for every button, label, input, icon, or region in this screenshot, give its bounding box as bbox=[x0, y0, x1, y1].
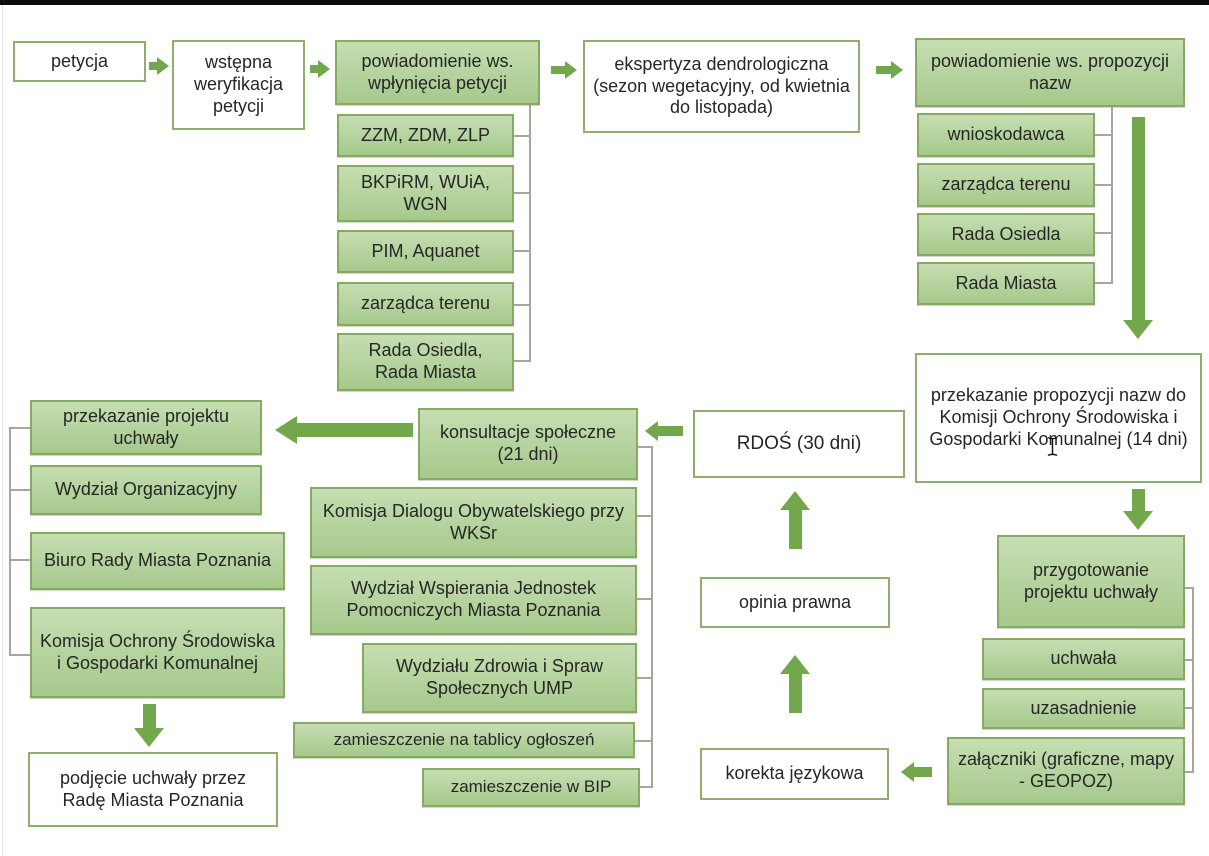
connector-stub-komisja-dialogu bbox=[636, 515, 651, 517]
node-wydzial-zdrowia-label: Wydziału Zdrowia i Spraw Społecznych UMP bbox=[396, 656, 603, 698]
node-bip bbox=[422, 768, 640, 807]
connector-stub-wydzial-zdrowia bbox=[636, 677, 651, 679]
node-zzm-zdm-zlp bbox=[337, 114, 514, 157]
arrow-ekspertyza-to-propozycje bbox=[876, 60, 903, 80]
node-rada-osiedla-label: Rada Osiedla bbox=[951, 223, 1061, 244]
arrow-rdos-to-konsultacje bbox=[645, 420, 683, 442]
node-pim-aquanet-label: PIM, Aquanet bbox=[371, 240, 480, 261]
node-powiadomienie-wplyniecia-label: powiadomienie ws. wpłynięcia petycji bbox=[361, 50, 514, 93]
connector-stub-konsultacje bbox=[637, 446, 652, 448]
connector-vline-przekazanie-projektu bbox=[9, 427, 11, 656]
connector-vline-wplyniecia bbox=[529, 104, 531, 362]
arrow-przekazanie-to-przygotowanie bbox=[1123, 489, 1153, 530]
node-wnioskodawca-label: wnioskodawca bbox=[947, 124, 1065, 145]
connector-stub-pim bbox=[514, 250, 529, 252]
connector-stub-komisja-ochrony bbox=[9, 654, 30, 656]
connector-stub-wydzial-org bbox=[9, 489, 30, 491]
arrow-komisja-to-podjecie bbox=[134, 704, 164, 747]
connector-stub-bip bbox=[639, 786, 651, 788]
connector-stub-rada-miasta bbox=[1095, 282, 1111, 284]
connector-stub-uchwala bbox=[1184, 659, 1192, 661]
connector-stub-zarzadca2 bbox=[1095, 184, 1111, 186]
node-pim-aquanet bbox=[337, 230, 514, 273]
node-powiadomienie-wplyniecia bbox=[335, 40, 540, 105]
node-konsultacje-label: konsultacje społeczne (21 dni) bbox=[439, 422, 617, 464]
node-wstepna-weryfikacja bbox=[172, 40, 305, 130]
node-komisja-ochrony-label: Komisja Ochrony Środowiska i Gospodarki Komunalnej bbox=[39, 630, 276, 673]
node-ekspertyza-dendrologiczna-label: ekspertyza dendrologiczna (sezon wegetacyjny, od kwietnia do listopada) bbox=[593, 53, 850, 118]
connector-stub-wnioskodawca bbox=[1095, 134, 1111, 136]
text-ibeam-cursor bbox=[1046, 436, 1059, 462]
node-zzm-zdm-zlp-label: ZZM, ZDM, ZLP bbox=[361, 124, 490, 145]
node-rada-osiedla bbox=[917, 213, 1095, 256]
node-rada-miasta bbox=[917, 262, 1095, 305]
node-konsultacje bbox=[418, 408, 638, 480]
node-opinia-prawna bbox=[700, 577, 890, 628]
connector-vline-konsultacje bbox=[651, 446, 653, 788]
node-przekazanie-projektu-label: przekazanie projektu uchwały bbox=[62, 405, 230, 448]
connector-stub-przygotowanie bbox=[1184, 587, 1192, 589]
connector-stub-rada-osiedla bbox=[1095, 232, 1111, 234]
arrow-konsultacje-to-przekazanie-projektu bbox=[275, 416, 413, 444]
node-bip-label: zamieszczenie w BIP bbox=[450, 777, 612, 797]
arrow-wstepna-to-powiadomienie bbox=[310, 60, 330, 78]
connector-stub-zarzadca1 bbox=[514, 304, 529, 306]
node-wydzial-wspierania bbox=[310, 565, 637, 635]
node-komisja-dialogu bbox=[310, 487, 637, 558]
arrow-opinia-to-rdos bbox=[780, 491, 810, 549]
node-podjecie-uchwaly-label: podjęcie uchwały przez Radę Miasta Poznania bbox=[59, 767, 247, 810]
connector-stub-uzasadnienie bbox=[1184, 707, 1192, 709]
node-zarzadca-terenu-1-label: zarządca terenu bbox=[360, 293, 491, 314]
connector-stub-przekazanie-projektu bbox=[9, 427, 30, 429]
node-zalaczniki bbox=[947, 737, 1185, 805]
node-przygotowanie-projektu bbox=[997, 535, 1185, 628]
node-opinia-prawna-label: opinia prawna bbox=[738, 591, 852, 612]
node-rdos bbox=[693, 410, 905, 478]
node-rada-miasta-label: Rada Miasta bbox=[955, 272, 1057, 293]
node-korekta-jezykowa-label: korekta językowa bbox=[725, 763, 864, 784]
node-rada-osiedla-miasta bbox=[337, 333, 514, 391]
node-petycja-label: petycja bbox=[50, 50, 109, 71]
node-tablica-ogloszen-label: zamieszczenie na tablicy ogłoszeń bbox=[333, 729, 595, 749]
connector-stub-wydzial-wspierania bbox=[636, 598, 651, 600]
node-wydzial-organizacyjny bbox=[30, 465, 262, 515]
node-bkpirm-wuia-wgn-label: BKPiRM, WUiA, WGN bbox=[360, 171, 490, 214]
connector-vline-propozycji bbox=[1111, 106, 1113, 284]
node-biuro-rady-label: Biuro Rady Miasta Poznania bbox=[43, 550, 272, 571]
node-uchwala-label: uchwała bbox=[1050, 648, 1117, 669]
node-powiadomienie-propozycji bbox=[915, 38, 1185, 107]
node-komisja-dialogu-label: Komisja Dialogu Obywatelskiego przy WKSr bbox=[322, 500, 625, 543]
node-uzasadnienie-label: uzasadnienie bbox=[1030, 697, 1137, 718]
node-korekta-jezykowa bbox=[700, 748, 889, 800]
arrow-zalaczniki-to-korekta bbox=[901, 761, 932, 782]
connector-stub-biuro-rady bbox=[9, 559, 30, 561]
arrow-propozycje-to-przekazanie bbox=[1123, 117, 1153, 339]
node-przekazanie-propozycji bbox=[915, 353, 1202, 483]
node-wydzial-wspierania-label: Wydział Wspierania Jednostek Pomocniczych Miasta Poznania bbox=[346, 578, 601, 620]
connector-stub-rada-os-m bbox=[514, 360, 529, 362]
left-faint-border bbox=[2, 5, 3, 856]
node-tablica-ogloszen bbox=[293, 722, 635, 758]
connector-stub-tablica bbox=[634, 740, 651, 742]
node-bkpirm-wuia-wgn bbox=[337, 165, 514, 222]
node-zarzadca-terenu-2-label: zarządca terenu bbox=[941, 174, 1071, 195]
node-rada-osiedla-miasta-label: Rada Osiedla, Rada Miasta bbox=[368, 340, 483, 382]
node-wydzial-organizacyjny-label: Wydział Organizacyjny bbox=[55, 479, 237, 500]
node-zarzadca-terenu-1 bbox=[337, 282, 514, 326]
node-przekazanie-propozycji-label: przekazanie propozycji nazw do Komisji Ochrony Środowiska i Gospodarki Komunalnej (14 dni) bbox=[929, 385, 1188, 449]
node-rdos-label: RDOŚ (30 dni) bbox=[736, 433, 862, 455]
node-przygotowanie-projektu-label: przygotowanie projektu uchwały bbox=[1023, 559, 1159, 602]
arrow-powiadomienie-to-ekspertyza bbox=[551, 60, 577, 80]
node-podjecie-uchwaly bbox=[28, 752, 278, 827]
node-ekspertyza-dendrologiczna bbox=[583, 40, 860, 133]
node-petycja bbox=[13, 41, 146, 82]
node-zarzadca-terenu-2 bbox=[917, 163, 1095, 207]
connector-stub-zalaczniki bbox=[1184, 771, 1192, 773]
node-biuro-rady bbox=[30, 532, 285, 590]
arrow-petycja-to-wstepna bbox=[149, 57, 169, 75]
node-zalaczniki-label: załączniki (graficzne, mapy - GEOPOZ) bbox=[957, 749, 1175, 791]
arrow-korekta-to-opinia bbox=[780, 655, 810, 713]
node-powiadomienie-propozycji-label: powiadomienie ws. propozycji nazw bbox=[930, 50, 1170, 93]
node-uchwala bbox=[982, 638, 1185, 680]
node-komisja-ochrony bbox=[30, 607, 285, 698]
connector-stub-zzm bbox=[514, 135, 529, 137]
node-wnioskodawca bbox=[917, 113, 1095, 157]
top-black-border bbox=[0, 0, 1209, 5]
node-uzasadnienie bbox=[982, 688, 1185, 729]
node-przekazanie-projektu bbox=[30, 400, 262, 455]
connector-vline-przygotowanie bbox=[1192, 587, 1194, 773]
node-wydzial-zdrowia bbox=[362, 643, 637, 713]
node-wstepna-weryfikacja-label: wstępna weryfikacja petycji bbox=[193, 52, 284, 116]
connector-stub-bkpirm bbox=[514, 192, 529, 194]
